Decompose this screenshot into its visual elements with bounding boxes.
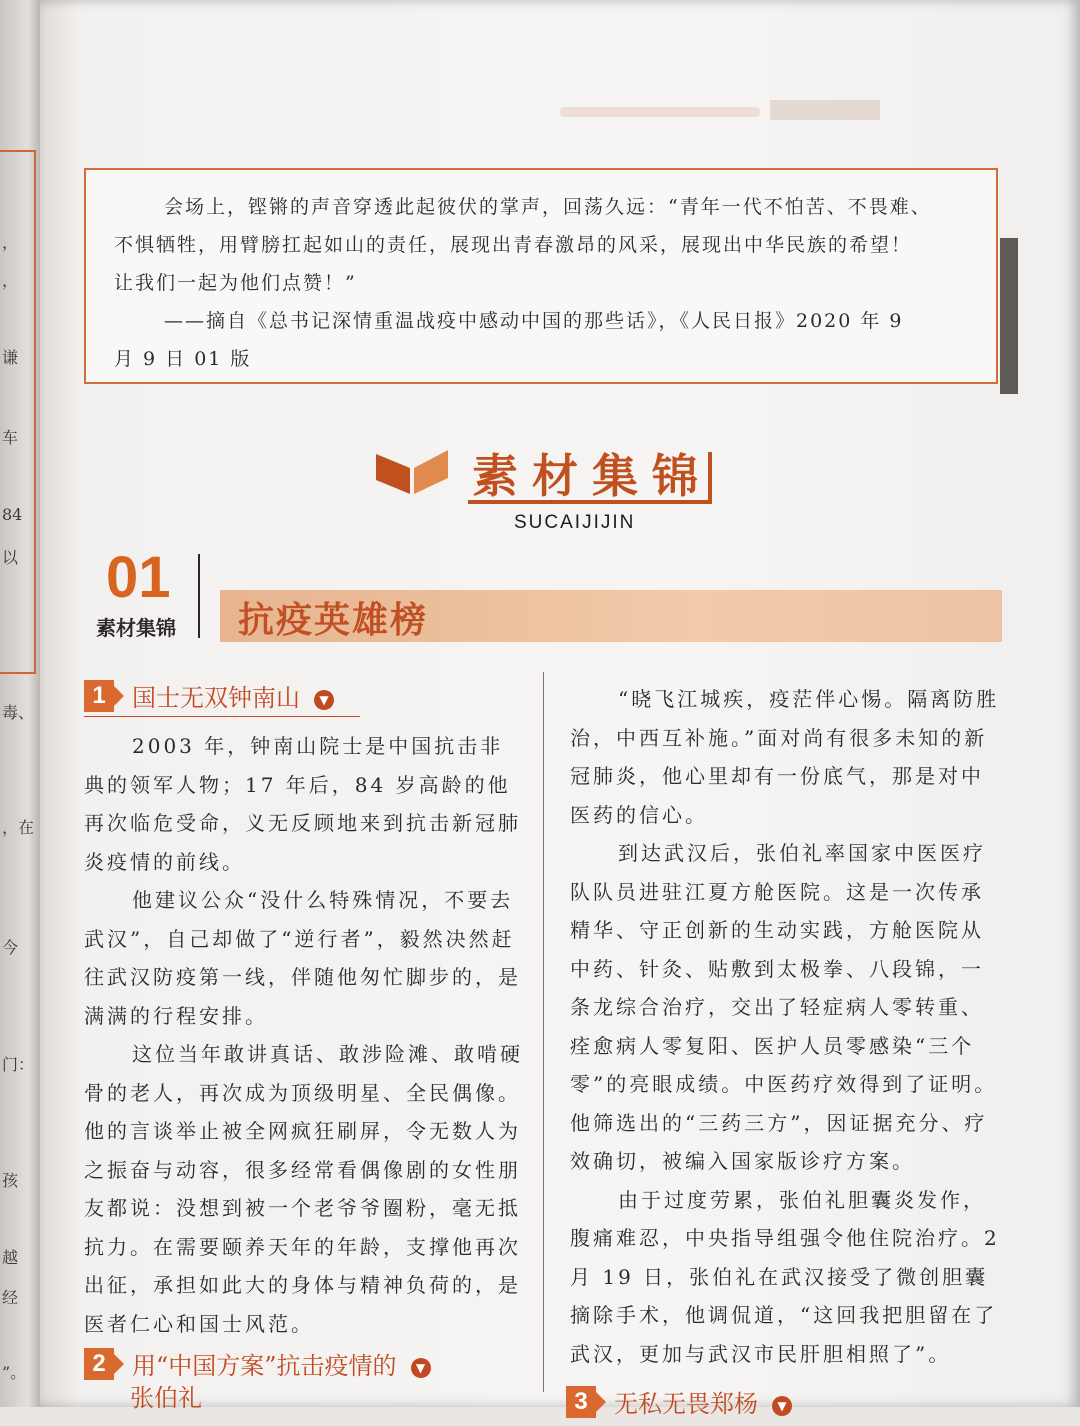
margin-char: 84 bbox=[2, 505, 23, 524]
right-column bbox=[570, 680, 1004, 1373]
column-divider bbox=[543, 672, 544, 1392]
section-pinyin: SUCAIJIJIN bbox=[514, 512, 636, 533]
paragraph: 这位当年敢讲真话、敢涉险滩、敢啃硬骨的老人，再次成为顶级明星、全民偶像。他的言谈举止被全网疯狂刷屏，令无数人为之振奋与动容，很多经常看偶像剧的女性朋友都说：没想到被一个老爷爷圈粉，毫无抵抗力。在需要颐养天年的年龄，支撑他再次出征，承担如此大的身体与精神负荷的，是医者仁心和国士风范。 bbox=[84, 1042, 523, 1336]
subheading-title: 用“中国方案”抗击疫情的 bbox=[132, 1352, 397, 1380]
margin-char: 孩 bbox=[2, 1171, 19, 1190]
faint-page-header bbox=[560, 95, 1020, 135]
margin-char: ”。 bbox=[2, 1363, 27, 1382]
chevron-down-icon: ▼ bbox=[772, 1396, 792, 1416]
left-column bbox=[84, 727, 524, 1343]
quote-box bbox=[84, 168, 998, 384]
margin-char: 车 bbox=[2, 428, 19, 447]
paragraph: “晓飞江城疾，疫茫伴心惕。隔离防胜治，中西互补施。”面对尚有很多未知的新冠肺炎，他心里却有一份底气，那是对中医药的信心。 bbox=[570, 687, 1000, 827]
section-header bbox=[376, 440, 736, 533]
block-label: 素材集锦 bbox=[96, 616, 176, 640]
paragraph: 由于过度劳累，张伯礼胆囊炎发作，腹痛难忍，中央指导组强令他住院治疗。2 月 19 日，张伯礼在武汉接受了微创胆囊摘除手术，他调侃道，“这回我把胆留在了武汉，更加与武汉市民肝胆相照了”。 bbox=[570, 1187, 1000, 1366]
margin-char: ，在 bbox=[2, 818, 35, 837]
margin-char: 以 bbox=[2, 548, 19, 567]
paragraph: 他建议公众“没什么特殊情况，不要去武汉”，自己却做了“逆行者”，毅然决然赶往武汉防疫第一线，伴随他匆忙脚步的，是满满的行程安排。 bbox=[84, 888, 521, 1028]
paragraph: 到达武汉后，张伯礼率国家中医医疗队队员进驻江夏方舱医院。这是一次传承精华、守正创新的生动实践，方舱医院从中药、针灸、贴敷到太极拳、八段锦，一条龙综合治疗，交出了轻症病人零转重、痊愈病人零复阳、医护人员零感染“三个零”的亮眼成绩。中医药疗效得到了证明。他筛选出的“三药三方”，因证据充分、疗效确切，被编入国家版诊疗方案。 bbox=[570, 841, 998, 1173]
subheading-1 bbox=[84, 680, 364, 720]
quote-shadow bbox=[1000, 238, 1018, 394]
subheading-number: 3 bbox=[566, 1386, 596, 1418]
quote-line: 不惧牺牲，用臂膀扛起如山的责任，展现出青春激昂的风采，展现出中华民族的希望！ bbox=[114, 234, 913, 256]
margin-char: 越 bbox=[2, 1248, 19, 1267]
subheading-underline bbox=[84, 716, 360, 717]
margin-char: 毒、 bbox=[2, 703, 35, 722]
previous-page-border bbox=[0, 150, 36, 674]
quote-source: ——摘自《总书记深情重温战疫中感动中国的那些话》，《人民日报》2020 年 9 bbox=[164, 310, 904, 332]
quote-line: 让我们一起为他们点赞！” bbox=[114, 272, 357, 294]
topic-banner bbox=[220, 590, 1002, 642]
block-number bbox=[88, 545, 212, 642]
block-number-text: 01 bbox=[106, 545, 171, 610]
topic-title: 抗疫英雄榜 bbox=[238, 599, 429, 641]
margin-char: ， bbox=[2, 271, 19, 290]
subheading-3 bbox=[566, 1386, 846, 1426]
subheading-title: 无私无畏郑杨 bbox=[614, 1390, 758, 1418]
paragraph: 2003 年，钟南山院士是中国抗击非典的领军人物；17 年后，84 岁高龄的他再次临危受命，义无反顾地来到抗击新冠肺炎疫情的前线。 bbox=[84, 734, 521, 874]
chevron-down-icon: ▼ bbox=[411, 1358, 431, 1378]
margin-char: 经 bbox=[2, 1288, 19, 1307]
margin-char: 今 bbox=[2, 938, 19, 957]
quote-source: 月 9 日 01 版 bbox=[114, 348, 252, 370]
previous-page-edge bbox=[0, 0, 40, 1407]
subheading-title: 国士无双钟南山 bbox=[132, 684, 300, 712]
section-title: 素材集锦 bbox=[472, 449, 712, 503]
margin-char: ， bbox=[2, 233, 19, 252]
block-divider bbox=[198, 554, 200, 638]
subheading-number: 2 bbox=[84, 1348, 114, 1380]
subheading-number: 1 bbox=[84, 680, 114, 712]
subheading-title-continued: 张伯礼 bbox=[130, 1384, 202, 1412]
margin-char: 谦 bbox=[2, 348, 19, 367]
quote-line: 会场上，铿锵的声音穿透此起彼伏的掌声，回荡久远：“青年一代不怕苦、不畏难、 bbox=[164, 196, 932, 218]
chevron-down-icon: ▼ bbox=[314, 690, 334, 710]
margin-char: 门： bbox=[2, 1055, 35, 1074]
open-book-icon bbox=[376, 446, 448, 494]
